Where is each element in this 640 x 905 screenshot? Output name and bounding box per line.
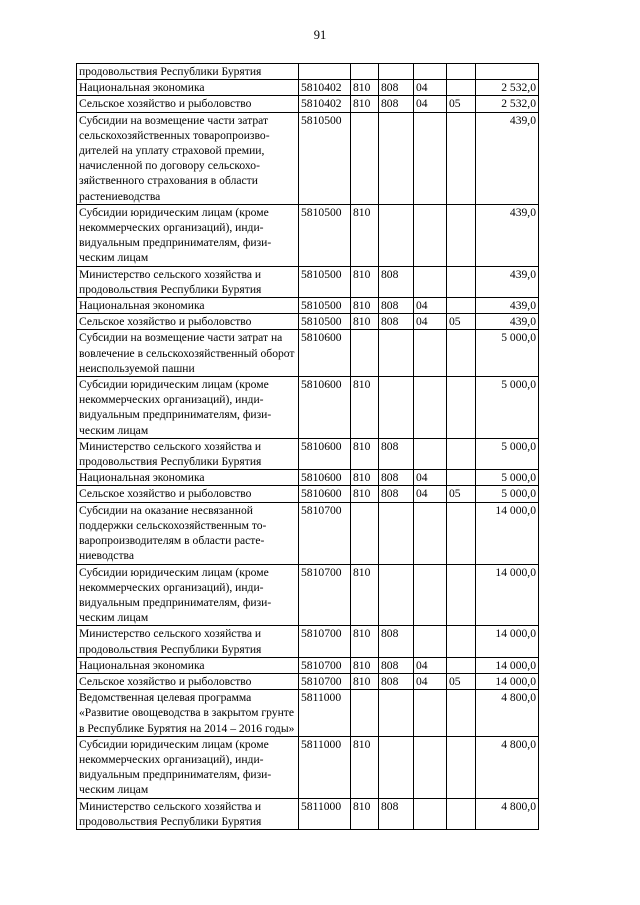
row-gr-cell [379,502,414,564]
row-gr-cell: 808 [379,314,414,330]
row-amount-cell: 5 000,0 [476,438,539,469]
row-gr-cell [379,377,414,439]
row-rz-cell: 04 [414,314,447,330]
table-body [77,64,539,830]
row-vr-cell [351,64,379,80]
row-gr-cell: 808 [379,298,414,314]
row-vr-cell: 810 [351,673,379,689]
row-rz-cell: 04 [414,673,447,689]
table-row [77,626,539,657]
row-pr-cell: 05 [447,486,476,502]
row-rz-cell [414,266,447,297]
row-name-cell: Министерство сельского хозяйства и продовольствия Республики Бурятия [77,626,299,657]
row-pr-cell: 05 [447,96,476,112]
row-code-cell: 5810402 [299,80,351,96]
table-row [77,673,539,689]
row-name-cell: Субсидии юридическим лицам (кроме некоммерческих организаций), индивидуальным предпринимателям, физическим лицам [77,377,299,439]
row-vr-cell: 810 [351,80,379,96]
row-vr-cell: 810 [351,204,379,266]
row-amount-cell: 14 000,0 [476,673,539,689]
row-amount-cell: 439,0 [476,298,539,314]
row-pr-cell [447,470,476,486]
row-amount-cell: 4 800,0 [476,798,539,829]
row-amount-cell: 14 000,0 [476,502,539,564]
row-name-cell: Национальная экономика [77,470,299,486]
row-code-cell: 5810500 [299,298,351,314]
row-pr-cell [447,266,476,297]
row-pr-cell [447,64,476,80]
row-gr-cell: 808 [379,470,414,486]
row-gr-cell: 808 [379,626,414,657]
row-vr-cell: 810 [351,736,379,798]
row-name-cell: Национальная экономика [77,80,299,96]
row-amount-cell: 5 000,0 [476,377,539,439]
table-row [77,438,539,469]
row-name-cell: Министерство сельского хозяйства и продовольствия Республики Бурятия [77,798,299,829]
row-code-cell [299,64,351,80]
row-name-cell: Национальная экономика [77,657,299,673]
row-gr-cell: 808 [379,673,414,689]
row-gr-cell [379,330,414,377]
row-rz-cell [414,377,447,439]
budget-table [76,63,539,830]
row-amount-cell: 14 000,0 [476,657,539,673]
row-name-cell: Сельское хозяйство и рыболовство [77,96,299,112]
row-rz-cell [414,736,447,798]
row-rz-cell [414,502,447,564]
row-pr-cell [447,80,476,96]
row-amount-cell: 4 800,0 [476,690,539,737]
row-vr-cell: 810 [351,96,379,112]
row-name-cell: Субсидии юридическим лицам (кроме некоммерческих организаций), индивидуальным предпринимателям, физическим лицам [77,204,299,266]
row-rz-cell [414,564,447,626]
row-vr-cell: 810 [351,626,379,657]
row-rz-cell: 04 [414,80,447,96]
table-row [77,470,539,486]
row-code-cell: 5811000 [299,798,351,829]
table-row [77,314,539,330]
row-pr-cell [447,298,476,314]
row-pr-cell [447,377,476,439]
row-amount-cell: 439,0 [476,266,539,297]
row-vr-cell: 810 [351,564,379,626]
row-rz-cell: 04 [414,470,447,486]
row-pr-cell [447,657,476,673]
row-name-cell: Национальная экономика [77,298,299,314]
row-amount-cell: 439,0 [476,314,539,330]
row-rz-cell: 04 [414,298,447,314]
row-gr-cell: 808 [379,96,414,112]
row-name-cell: Субсидии на возмещение части затрат на вовлечение в сельскохозяйственный оборот неиспользуемой пашни [77,330,299,377]
row-amount-cell: 5 000,0 [476,470,539,486]
row-code-cell: 5810700 [299,657,351,673]
row-pr-cell: 05 [447,314,476,330]
table-row [77,736,539,798]
row-vr-cell: 810 [351,486,379,502]
table-row [77,798,539,829]
row-rz-cell [414,204,447,266]
row-gr-cell [379,564,414,626]
row-gr-cell: 808 [379,438,414,469]
row-gr-cell [379,64,414,80]
row-code-cell: 5810600 [299,438,351,469]
row-name-cell: Субсидии на возмещение части затрат сельскохозяйственных товаропроизводителей на уплату страховой премии, начисленной по договору сельскохозяйственного страхования в области растениеводства [77,112,299,204]
row-code-cell: 5810402 [299,96,351,112]
row-vr-cell: 810 [351,266,379,297]
table-row [77,80,539,96]
table-row [77,112,539,204]
table-row [77,690,539,737]
row-pr-cell [447,736,476,798]
row-code-cell: 5810500 [299,112,351,204]
table-row [77,377,539,439]
row-code-cell: 5810600 [299,470,351,486]
row-rz-cell: 04 [414,486,447,502]
row-vr-cell [351,690,379,737]
row-code-cell: 5811000 [299,690,351,737]
row-vr-cell: 810 [351,798,379,829]
row-vr-cell: 810 [351,657,379,673]
row-gr-cell [379,690,414,737]
row-pr-cell [447,438,476,469]
row-gr-cell [379,204,414,266]
row-gr-cell: 808 [379,798,414,829]
row-code-cell: 5810500 [299,204,351,266]
row-amount-cell: 14 000,0 [476,564,539,626]
row-vr-cell: 810 [351,438,379,469]
row-code-cell: 5810700 [299,626,351,657]
row-name-cell: Сельское хозяйство и рыболовство [77,314,299,330]
table-row [77,298,539,314]
row-name-cell: Субсидии на оказание несвязанной поддержки сельскохозяйственным товаропроизводителям в области растениеводства [77,502,299,564]
table-row [77,657,539,673]
row-code-cell: 5810700 [299,502,351,564]
row-amount-cell: 439,0 [476,112,539,204]
row-amount-cell: 2 532,0 [476,80,539,96]
row-name-cell: Министерство сельского хозяйства и продовольствия Республики Бурятия [77,438,299,469]
row-vr-cell: 810 [351,314,379,330]
row-rz-cell [414,798,447,829]
page-number: 91 [313,28,327,42]
row-pr-cell [447,626,476,657]
row-rz-cell [414,690,447,737]
row-vr-cell: 810 [351,470,379,486]
table-row [77,204,539,266]
row-pr-cell [447,502,476,564]
row-rz-cell [414,626,447,657]
row-code-cell: 5810700 [299,673,351,689]
row-pr-cell [447,564,476,626]
row-code-cell: 5811000 [299,736,351,798]
row-vr-cell: 810 [351,377,379,439]
row-rz-cell [414,112,447,204]
table-row [77,502,539,564]
row-amount-cell: 2 532,0 [476,96,539,112]
row-rz-cell [414,64,447,80]
row-code-cell: 5810700 [299,564,351,626]
table-row [77,266,539,297]
row-vr-cell [351,502,379,564]
row-name-cell: Субсидии юридическим лицам (кроме некоммерческих организаций), индивидуальным предпринимателям, физическим лицам [77,736,299,798]
table-row [77,64,539,80]
row-code-cell: 5810500 [299,314,351,330]
row-name-cell: Министерство сельского хозяйства и продовольствия Республики Бурятия [77,266,299,297]
row-gr-cell: 808 [379,80,414,96]
row-gr-cell: 808 [379,657,414,673]
row-gr-cell: 808 [379,266,414,297]
row-vr-cell [351,330,379,377]
row-gr-cell: 808 [379,486,414,502]
row-vr-cell [351,112,379,204]
row-name-cell: Ведомственная целевая программа «Развитие овощеводства в закрытом грунте в Республике Бурятия на 2014 – 2016 годы» [77,690,299,737]
row-name-cell: Субсидии юридическим лицам (кроме некоммерческих организаций), индивидуальным предпринимателям, физическим лицам [77,564,299,626]
row-code-cell: 5810600 [299,330,351,377]
row-name-cell: Сельское хозяйство и рыболовство [77,673,299,689]
row-amount-cell: 439,0 [476,204,539,266]
row-pr-cell [447,798,476,829]
row-rz-cell [414,438,447,469]
table-row [77,96,539,112]
row-code-cell: 5810600 [299,486,351,502]
row-amount-cell [476,64,539,80]
row-pr-cell: 05 [447,673,476,689]
row-pr-cell [447,330,476,377]
row-pr-cell [447,204,476,266]
table-row [77,564,539,626]
row-code-cell: 5810500 [299,266,351,297]
row-pr-cell [447,690,476,737]
row-amount-cell: 14 000,0 [476,626,539,657]
row-vr-cell: 810 [351,298,379,314]
row-gr-cell [379,736,414,798]
row-amount-cell: 5 000,0 [476,486,539,502]
table-row [77,486,539,502]
row-code-cell: 5810600 [299,377,351,439]
row-rz-cell: 04 [414,657,447,673]
row-amount-cell: 5 000,0 [476,330,539,377]
row-rz-cell [414,330,447,377]
row-amount-cell: 4 800,0 [476,736,539,798]
row-name-cell: Сельское хозяйство и рыболовство [77,486,299,502]
row-name-cell: продовольствия Республики Бурятия [77,64,299,80]
row-pr-cell [447,112,476,204]
table-row [77,330,539,377]
row-gr-cell [379,112,414,204]
row-rz-cell: 04 [414,96,447,112]
